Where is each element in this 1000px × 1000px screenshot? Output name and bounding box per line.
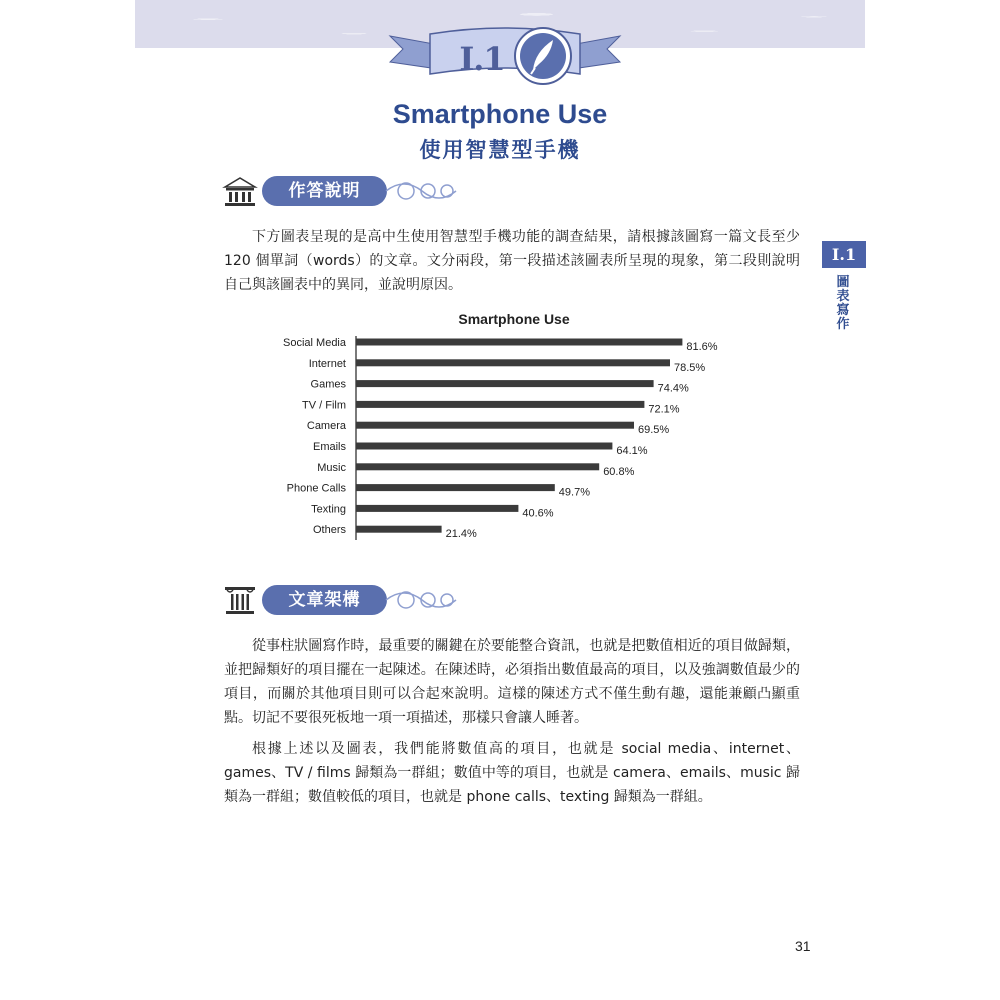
instructions-text: 下方圖表呈現的是高中生使用智慧型手機功能的調查結果，請根據該圖寫一篇文長至少 120 個單詞（words）的文章。文分兩段，第一段描述該圖表所呈現的現象，第二段則說明自己與該圖表中的異同，並說明原因。 bbox=[224, 229, 800, 293]
side-tab-char: 表 bbox=[836, 289, 850, 304]
side-tab-char: 圖 bbox=[836, 275, 850, 290]
chart-category-label: Social Media bbox=[283, 337, 346, 349]
chart-category-label: Music bbox=[317, 461, 346, 474]
structure-text-1: 從事柱狀圖寫作時，最重要的關鍵在於要能整合資訊，也就是把數值相近的項目做歸類，並把歸類好的項目擺在一起陳述。在陳述時，必須指出數值最高的項目，以及強調數值最少的項目，而關於其他項目則可以合起來說明。這樣的陳述方式不僅生動有趣，還能兼顧凸顯重點。切記不要很死板地一項一項描述，那樣只會讓人睡著。 bbox=[224, 638, 800, 726]
chart-bar bbox=[356, 505, 518, 512]
chart-category-label: Internet bbox=[308, 357, 346, 370]
chart-category-label: Emails bbox=[312, 441, 346, 453]
chart-value-label: 21.4% bbox=[445, 528, 477, 541]
chart-bar bbox=[356, 443, 612, 450]
side-tab-char: 寫 bbox=[836, 303, 850, 318]
section-label-structure: 文章架構 bbox=[262, 585, 387, 615]
chart-value-label: 74.4% bbox=[657, 382, 689, 395]
chart-value-label: 40.6% bbox=[522, 507, 554, 520]
chart-category-label: Texting bbox=[311, 503, 346, 516]
chart-bar bbox=[356, 339, 682, 346]
chart-category-label: Others bbox=[312, 524, 346, 537]
side-tab-number: I.1 bbox=[822, 241, 866, 268]
instructions-paragraph bbox=[224, 225, 800, 297]
chart-value-label: 81.6% bbox=[686, 341, 718, 353]
building-icon bbox=[222, 175, 258, 207]
section-header-instructions bbox=[222, 175, 452, 207]
structure-paragraph-1 bbox=[224, 634, 800, 730]
chart-value-label: 60.8% bbox=[603, 465, 635, 478]
swirl-ornament-icon bbox=[384, 175, 459, 207]
page-number: 31 bbox=[795, 938, 811, 954]
swirl-ornament-icon bbox=[384, 584, 459, 616]
chart-bar bbox=[356, 484, 555, 491]
page-title-chinese: 使用智慧型手機 bbox=[419, 138, 581, 162]
page-title-english: Smartphone Use bbox=[392, 99, 608, 129]
unit-number: I.1 bbox=[459, 40, 505, 78]
chart-value-label: 64.1% bbox=[616, 445, 648, 457]
smartphone-use-bar-chart bbox=[250, 305, 770, 545]
chart-category-label: TV / Film bbox=[302, 399, 346, 412]
chart-category-label: Games bbox=[310, 378, 346, 391]
section-label-instructions: 作答說明 bbox=[262, 176, 387, 206]
chart-bar bbox=[356, 463, 599, 470]
section-header-structure bbox=[222, 584, 452, 616]
side-tab-label bbox=[834, 276, 852, 332]
chart-title: Smartphone Use bbox=[458, 311, 570, 327]
chart-category-label: Phone Calls bbox=[286, 482, 346, 495]
structure-text-2: 根據上述以及圖表，我們能將數值高的項目，也就是 social media、internet、games、TV / films 歸類為一群組；數值中等的項目，也就是 camera、emails、music 歸類為一群組；數值較低的項目，也就是 phone calls、texting 歸類為一群組。 bbox=[224, 741, 800, 805]
chart-value-label: 49.7% bbox=[558, 486, 591, 499]
chart-value-label: 78.5% bbox=[674, 361, 706, 374]
column-pillar-icon bbox=[222, 584, 258, 616]
chart-bar bbox=[356, 401, 644, 408]
chart-value-label: 69.5% bbox=[638, 424, 670, 437]
chart-bar bbox=[356, 359, 670, 366]
chart-value-label: 72.1% bbox=[648, 403, 680, 416]
chart-category-label: Camera bbox=[306, 420, 346, 433]
chart-bar bbox=[356, 526, 442, 533]
chart-bar bbox=[356, 422, 634, 429]
chart-bar bbox=[356, 380, 654, 387]
side-tab-char: 作 bbox=[836, 317, 850, 332]
structure-paragraph-2 bbox=[224, 737, 800, 809]
